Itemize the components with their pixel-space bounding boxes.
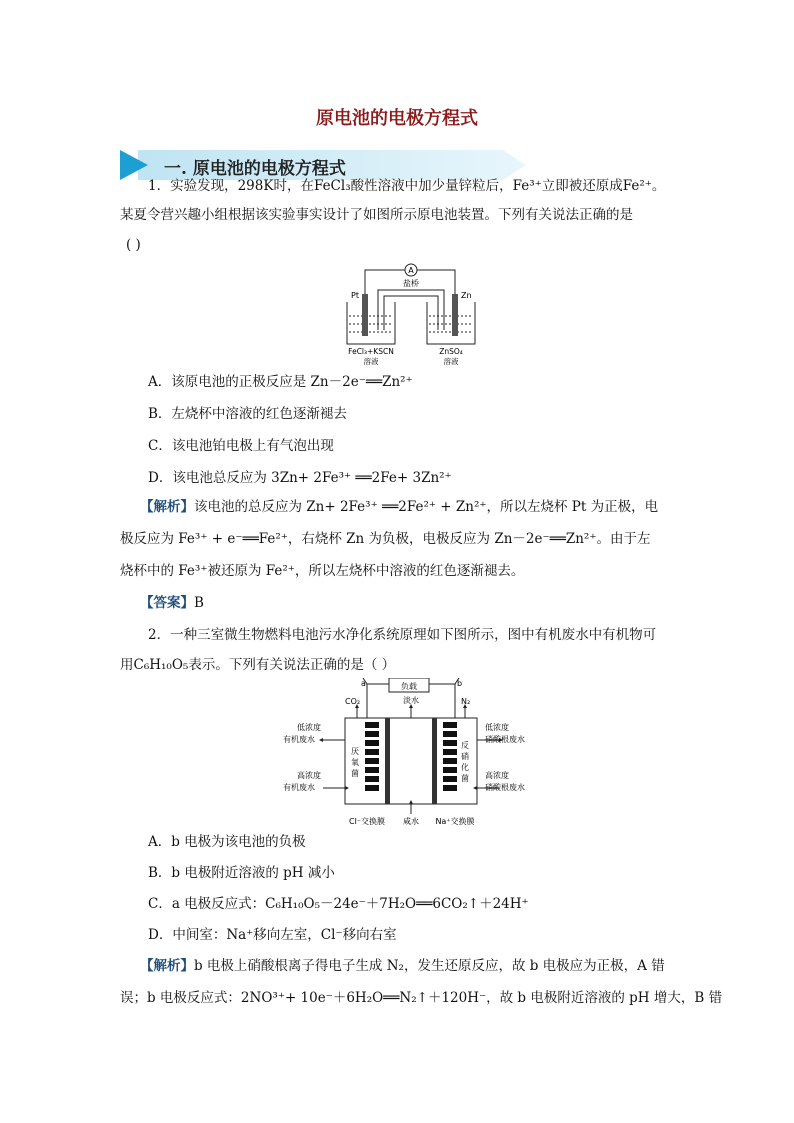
q1-analysis-line3: 烧杯中的 Fe³⁺被还原为 Fe²⁺，所以左烧杯中溶液的红色逐渐褪去。 [120, 563, 525, 579]
zn-label: Zn [461, 291, 472, 300]
label-denitrify-0: 反 [461, 741, 469, 750]
q1-option-d: D．该电池总反应为 3Zn+ 2Fe³⁺ ══2Fe+ 3Zn²⁺ [148, 470, 452, 486]
fuel-cell-figure [275, 678, 545, 826]
label-co2: CO₂ [345, 697, 361, 706]
electrode-a [365, 722, 379, 791]
ammeter-label: A [408, 266, 414, 275]
label-low-org1: 低浓度 [297, 723, 321, 732]
section-heading: 一. 原电池的电极方程式 [164, 159, 346, 179]
q2-option-b: B．b 电极附近溶液的 pH 减小 [148, 865, 335, 881]
left-solution-label1: FeCl₃+KSCN [348, 347, 394, 356]
q2-option-a: A．b 电极为该电池的负极 [148, 834, 306, 850]
q1-option-b: B．左烧杯中溶液的红色逐渐褪去 [148, 406, 347, 422]
label-high-org2: 有机废水 [283, 783, 315, 792]
na-membrane [432, 718, 437, 804]
pt-electrode [362, 294, 368, 336]
pt-label: Pt [351, 291, 359, 300]
q1-answer-tag: 【答案】 [140, 595, 194, 611]
label-anaerobic-1: 氧 [351, 758, 359, 767]
q1-stem-line1: 1．实验发现，298K时，在FeCl₃酸性溶液中加少量锌粒后，Fe³⁺立即被还原成Fe²⁺。 [148, 178, 666, 194]
q1-option-a: A．该原电池的正极反应是 Zn－2e⁻══Zn²⁺ [148, 374, 413, 390]
label-anaerobic-0: 厌 [351, 747, 359, 756]
q2-analysis-line1: b 电极上硝酸根离子得电子生成 N₂，发生还原反应，故 b 电极应为正极，A 错 [194, 958, 665, 974]
label-low-org2: 有机废水 [283, 735, 315, 744]
cl-membrane [385, 718, 390, 804]
q2-analysis-tag: 【解析】 [140, 958, 194, 974]
label-denitrify-2: 化 [461, 763, 469, 772]
q2-option-c: C．a 电极反应式：C₆H₁₀O₅－24e⁻＋7H₂O══6CO₂↑＋24H⁺ [148, 896, 529, 912]
label-low-nitrate2: 硝酸根废水 [485, 735, 525, 744]
label-cl-membrane: Cl⁻交换膜 [348, 817, 386, 826]
q1-stem-line3: ( ) [126, 237, 141, 253]
salt-bridge-label: 盐桥 [403, 279, 419, 288]
q2-stem-line1: 2．一种三室微生物燃料电池污水净化系统原理如下图所示，图中有机废水中有机物可 [148, 627, 657, 643]
label-n2: N₂ [461, 697, 471, 706]
label-fresh-water: 淡水 [403, 696, 419, 705]
right-solution-label1: ZnSO₄ [439, 347, 463, 356]
label-a: a [361, 679, 366, 688]
label-anaerobic-2: 菌 [351, 769, 359, 778]
q1-stem-line2: 某夏令营兴趣小组根据该实验事实设计了如图所示原电池装置。下列有关说法正确的是 [120, 207, 633, 223]
galvanic-cell-figure [335, 258, 485, 366]
q1-option-c: C．该电池铂电极上有气泡出现 [148, 438, 334, 454]
electrode-b [443, 722, 457, 791]
label-salt-water: 咸水 [403, 817, 419, 826]
label-low-nitrate1: 低浓度 [485, 723, 509, 732]
label-high-nitrate2: 硝酸根废水 [485, 783, 525, 792]
q2-option-d: D．中间室：Na⁺移向左室，Cl⁻移向右室 [148, 927, 397, 943]
q1-analysis-tag: 【解析】 [140, 499, 194, 515]
q1-answer: B [194, 595, 204, 611]
q2-stem-line2: 用C₆H₁₀O₅表示。下列有关说法正确的是（ ） [120, 657, 396, 673]
label-load: 负载 [401, 682, 417, 691]
label-denitrify-1: 硝 [461, 752, 469, 761]
label-denitrify-3: 菌 [461, 774, 469, 783]
zn-electrode [452, 294, 458, 336]
label-na-membrane: Na⁺交换膜 [435, 817, 475, 826]
label-b: b [457, 679, 463, 688]
page-title: 原电池的电极方程式 [316, 108, 478, 129]
label-high-nitrate1: 高浓度 [485, 771, 509, 780]
label-high-org1: 高浓度 [297, 771, 321, 780]
left-solution-label2: 溶液 [363, 357, 379, 366]
right-solution-label2: 溶液 [443, 357, 459, 366]
q2-analysis-line2: 误；b 电极反应式：2NO³⁺+ 10e⁻＋6H₂O══N₂↑＋120H⁻，故 b 电极附近溶液的 pH 增大，B 错 [120, 990, 723, 1006]
q1-analysis-line1: 该电池的总反应为 Zn+ 2Fe³⁺ ══2Fe²⁺ + Zn²⁺，所以左烧杯 Pt 为正极，电 [194, 499, 659, 515]
q1-analysis-line2: 极反应为 Fe³⁺ + e⁻══Fe²⁺，右烧杯 Zn 为负极，电极反应为 Zn－2e⁻══Zn²⁺。由于左 [120, 531, 651, 547]
